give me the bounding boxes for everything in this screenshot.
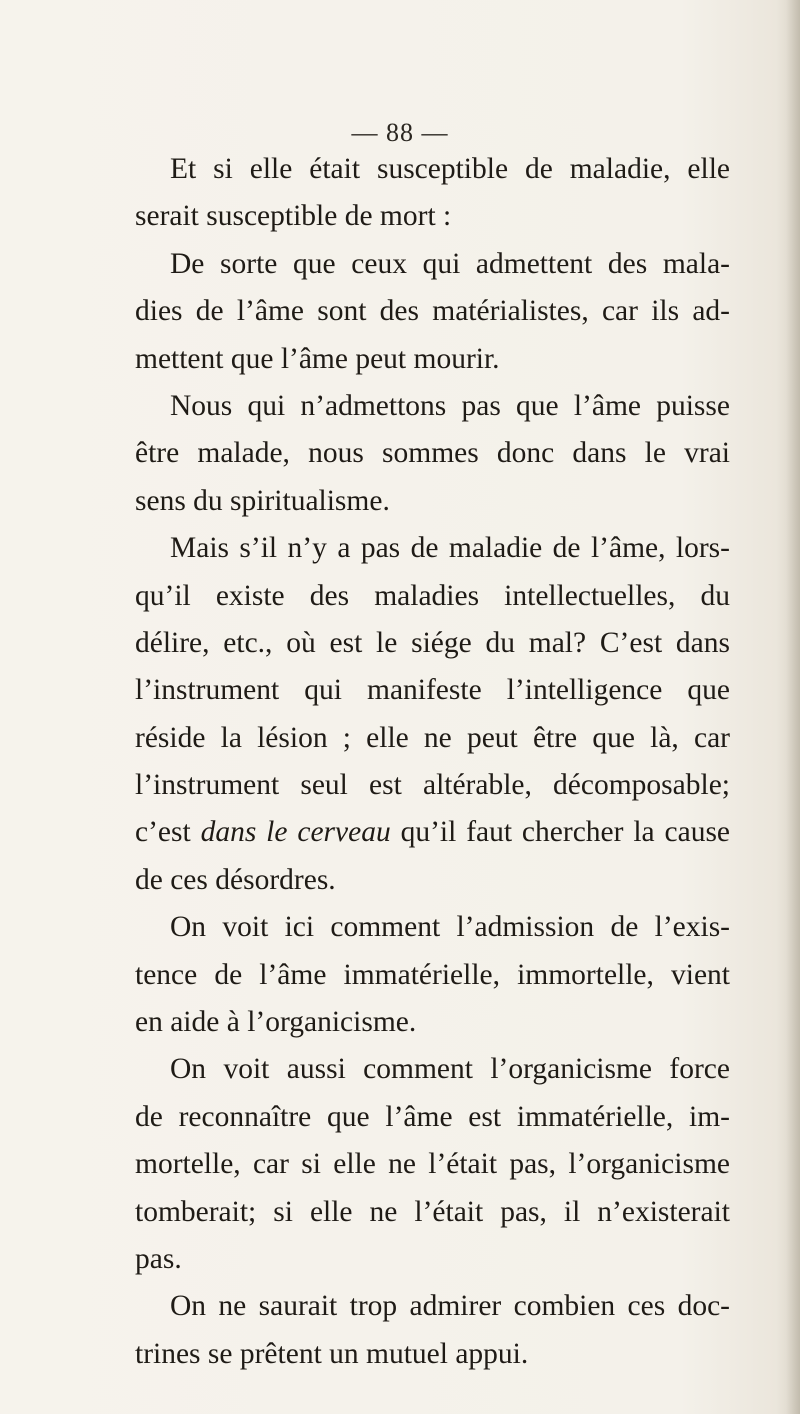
text-line: de reconnaître que l’âme est immatérielle, im- [135,1100,730,1133]
text-line: mettent que l’âme peut mourir. [135,342,500,375]
body-text [135,146,730,1378]
text-fragment: qu’il faut chercher la cause [390,816,731,849]
text-line: être malade, nous sommes donc dans le vrai [135,437,730,470]
text-line: De sorte que ceux qui admettent des mala- [170,247,730,280]
text-line: dies de l’âme sont des matérialistes, car ils ad- [135,295,730,328]
text-line: l’instrument seul est altérable, décomposable; [135,769,730,802]
text-line: tomberait; si elle ne l’était pas, il n’existerait [135,1195,730,1228]
text-line: réside la lésion ; elle ne peut être que là, car [135,721,730,754]
italic-emphasis: dans le cerveau [200,816,391,849]
text-line: mortelle, car si elle ne l’était pas, l’organicisme [135,1148,730,1181]
text-line: Nous qui n’admettons pas que l’âme puisse [170,389,730,422]
text-line: Et si elle était susceptible de maladie, elle [170,153,730,185]
text-line: tence de l’âme immatérielle, immortelle, vient [135,958,730,991]
text-line: trines se prêtent un mutuel appui. [135,1337,529,1370]
text-line: en aide à l’organicisme. [135,1006,417,1039]
page-number: — 88 — [351,118,449,147]
text-line: qu’il existe des maladies intellectuelles, du [135,579,730,612]
text-line: Mais s’il n’y a pas de maladie de l’âme, lors- [170,532,730,565]
text-line: sens du spiritualisme. [135,484,390,517]
page-edge-shadow [786,0,800,1414]
text-line: On ne saurait trop admirer combien ces doc- [170,1290,730,1323]
text-line: pas. [135,1242,182,1275]
text-line: délire, etc., où est le siége du mal? C’est dans [135,626,730,659]
text-line: On voit ici comment l’admission de l’exis- [170,911,730,944]
text-fragment: c’est [135,816,201,849]
text-line [135,809,730,856]
text-line: serait susceptible de mort : [135,200,452,233]
text-line: l’instrument qui manifeste l’intelligence que [135,674,730,707]
text-line: de ces désordres. [135,863,336,896]
text-line: On voit aussi comment l’organicisme force [170,1053,730,1086]
